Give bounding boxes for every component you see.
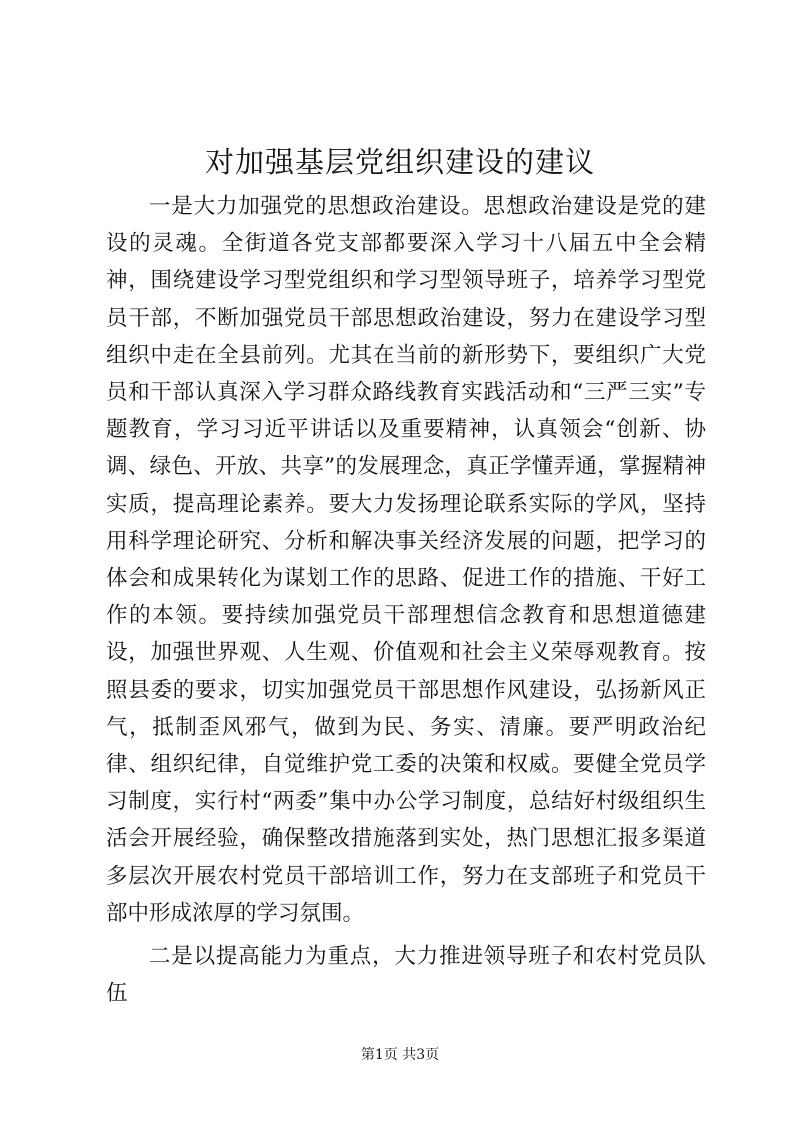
- document-body: [106, 188, 706, 1012]
- page-footer: 第1页 共3页: [360, 1047, 440, 1063]
- document-title: 对加强基层党组织建设的建议: [204, 145, 595, 179]
- body-paragraph-2: 二是以提高能力为重点，大力推进领导班子和农村党员队伍: [106, 944, 706, 1007]
- body-paragraph-1: 一是大力加强党的思想政治建设。思想政治建设是党的建设的灵魂。全街道各党支部都要深入学习十八届五中全会精神，围绕建设学习型党组织和学习型领导班子，培养学习型党员干部，不断加强党员干部思想政治建设，努力在建设学习型组织中走在全县前列。尤其在当前的新形势下，要组织广大党员和干部认真深入学习群众路线教育实践活动和“三严三实”专题教育，学习习近平讲话以及重要精神，认真领会“创新、协调、绿色、开放、共享”的发展理念，真正学懂弄通，掌握精神实质，提高理论素养。要大力发扬理论联系实际的学风，坚持用科学理论研究、分析和解决事关经济发展的问题，把学习的体会和成果转化为谋划工作的思路、促进工作的措施、干好工作的本领。要持续加强党员干部理想信念教育和思想道德建设，加强世界观、人生观、价值观和社会主义荣辱观教育。按照县委的要求，切实加强党员干部思想作风建设，弘扬新风正气，抵制歪风邪气，做到为民、务实、清廉。要严明政治纪律、组织纪律，自觉维护党工委的决策和权威。要健全党员学习制度，实行村“两委”集中办公学习制度，总结好村级组织生活会开展经验，确保整改措施落到实处，热门思想汇报多渠道多层次开展农村党员干部培训工作，努力在支部班子和党员干部中形成浓厚的学习氛围。: [106, 194, 706, 926]
